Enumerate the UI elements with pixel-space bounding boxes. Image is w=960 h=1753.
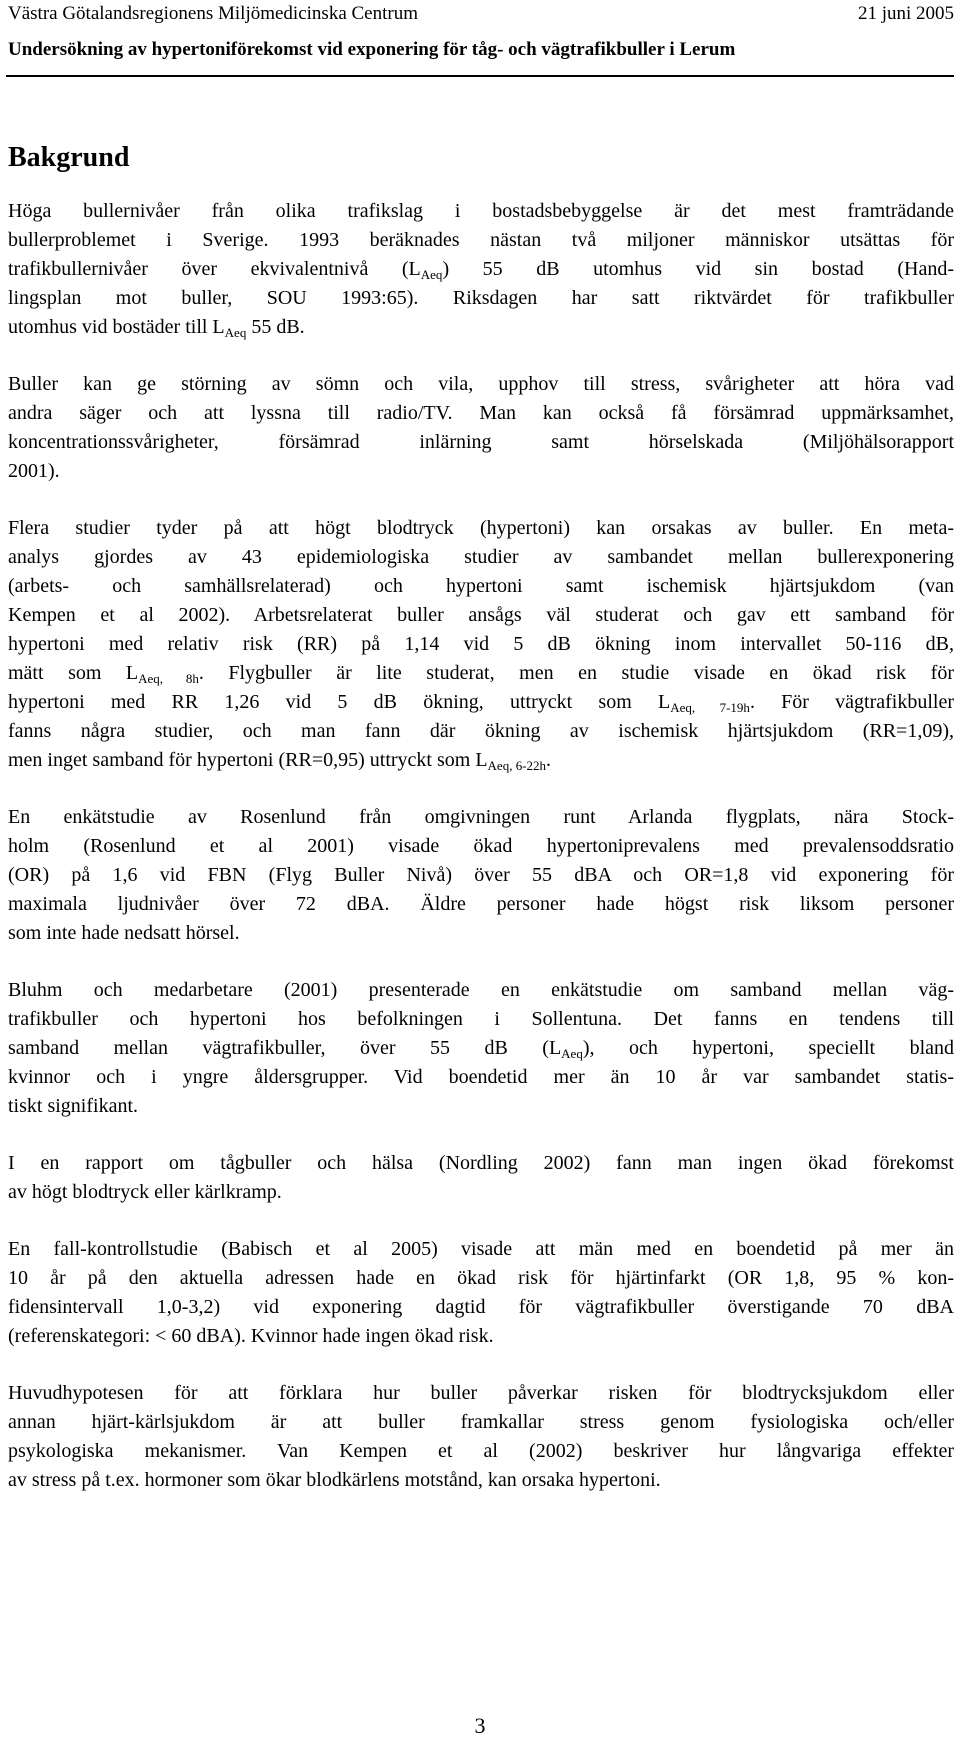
text-segment: 55 dB. xyxy=(246,316,305,338)
text-segment: Flera studier tyder på att högt blodtryck (hypertoni) kan orsakas av buller. En meta- xyxy=(8,517,954,539)
header-organization: Västra Götalandsregionens Miljömedicinska Centrum xyxy=(8,3,418,24)
section-heading: Bakgrund xyxy=(8,142,130,173)
text-segment: 2001). xyxy=(8,460,60,482)
text-segment: trafikbullernivåer över ekvivalentnivå (L xyxy=(8,258,421,280)
text-segment: ) 55 dB utomhus vid sin bostad (Hand- xyxy=(442,258,954,280)
paragraph-line xyxy=(8,1293,954,1322)
text-segment: Huvudhypotesen för att förklara hur buller påverkar risken för blodtrycksjukdom eller xyxy=(8,1382,954,1404)
body-paragraph xyxy=(8,1235,954,1351)
text-segment: tiskt signifikant. xyxy=(8,1095,138,1117)
text-segment: av högt blodtryck eller kärlkramp. xyxy=(8,1181,282,1203)
paragraph-list xyxy=(8,197,954,1495)
header-report-title: Undersökning av hypertoniförekomst vid exponering för tåg- och vägtrafikbuller i Lerum xyxy=(8,39,736,60)
paragraph-line xyxy=(8,688,954,717)
running-header xyxy=(8,2,954,62)
paragraph-line xyxy=(8,1466,954,1495)
text-segment: En fall-kontrollstudie (Babisch et al 2005) visade att män med en boendetid på mer än xyxy=(8,1238,954,1260)
paragraph-line xyxy=(8,284,954,313)
text-segment: trafikbuller och hypertoni hos befolkningen i Sollentuna. Det fanns en tendens till xyxy=(8,1008,954,1030)
text-segment: . För vägtrafikbuller xyxy=(749,691,955,713)
text-segment: av stress på t.ex. hormoner som ökar blodkärlens motstånd, kan orsaka hypertoni. xyxy=(8,1469,661,1491)
text-segment: men inget samband för hypertoni (RR=0,95) uttryckt som L xyxy=(8,749,488,771)
body-paragraph xyxy=(8,370,954,486)
paragraph-line xyxy=(8,976,954,1005)
paragraph-line xyxy=(8,255,954,284)
body-paragraph xyxy=(8,1149,954,1207)
paragraph-line xyxy=(8,1063,954,1092)
subscript: Aeq xyxy=(224,325,247,340)
text-segment: Bluhm och medarbetare (2001) presenterade en enkätstudie om samband mellan väg- xyxy=(8,979,954,1001)
paragraph-line xyxy=(8,572,954,601)
text-segment: Kempen et al 2002). Arbetsrelaterat buller ansågs väl studerat och gav ett samband för xyxy=(8,604,954,626)
text-segment: hypertoni med relativ risk (RR) på 1,14 vid 5 dB ökning inom intervallet 50-116 dB, xyxy=(8,633,954,655)
paragraph-line xyxy=(8,1149,954,1178)
body-paragraph xyxy=(8,1379,954,1495)
subscript: Aeq xyxy=(561,1046,583,1061)
text-segment: hypertoni med RR 1,26 vid 5 dB ökning, uttryckt som L xyxy=(8,691,671,713)
text-segment: (OR) på 1,6 vid FBN (Flyg Buller Nivå) över 55 dBA och OR=1,8 vid exponering för xyxy=(8,864,954,886)
text-segment: samband mellan vägtrafikbuller, över 55 dB (L xyxy=(8,1037,562,1059)
text-segment: Höga bullernivåer från olika trafikslag i bostadsbebyggelse är det mest framträdande xyxy=(8,200,954,222)
paragraph-line xyxy=(8,630,954,659)
paragraph-line xyxy=(8,659,954,688)
page-number: 3 xyxy=(474,1713,486,1738)
text-segment: En enkätstudie av Rosenlund från omgivningen runt Arlanda flygplats, nära Stock- xyxy=(8,806,954,828)
text-segment: mätt som L xyxy=(8,662,139,684)
paragraph-line xyxy=(8,890,954,919)
text-segment: fidensintervall 1,0-3,2) vid exponering dagtid för vägtrafikbuller överstigande 70 dBA xyxy=(8,1296,954,1318)
paragraph-line xyxy=(8,1235,954,1264)
paragraph-line xyxy=(8,428,954,457)
text-segment: kvinnor och i yngre åldersgrupper. Vid boendetid mer än 10 år var sambandet statis- xyxy=(8,1066,954,1088)
text-segment: . Flygbuller är lite studerat, men en studie visade en ökad risk för xyxy=(198,662,954,684)
text-segment: holm (Rosenlund et al 2001) visade ökad hypertoniprevalens med prevalensoddsratio xyxy=(8,835,954,857)
paragraph-line xyxy=(8,1034,954,1063)
paragraph-line xyxy=(8,370,954,399)
text-segment: andra säger och att lyssna till radio/TV. Man kan också få försämrad uppmärksamhet, xyxy=(8,402,954,424)
text-segment: fanns några studier, och man fann där ökning av ischemisk hjärtsjukdom (RR=1,09), xyxy=(8,720,954,742)
body-paragraph xyxy=(8,514,954,775)
paragraph-line xyxy=(8,919,954,948)
text-segment: ), och hypertoni, speciellt bland xyxy=(582,1037,955,1059)
subscript: Aeq xyxy=(420,267,443,282)
text-segment: 10 år på den aktuella adressen hade en ökad risk för hjärtinfarkt (OR 1,8, 95 % kon- xyxy=(8,1267,954,1289)
text-segment: koncentrationssvårigheter, försämrad inlärning samt hörselskada (Miljöhälsorapport xyxy=(8,431,954,453)
body-paragraph xyxy=(8,976,954,1121)
body-paragraph xyxy=(8,803,954,948)
header-divider xyxy=(6,75,954,77)
paragraph-line xyxy=(8,1437,954,1466)
paragraph-line xyxy=(8,313,954,342)
subscript: Aeq, 8h xyxy=(138,671,199,686)
paragraph-line xyxy=(8,832,954,861)
body-paragraph xyxy=(8,197,954,342)
text-segment: som inte hade nedsatt hörsel. xyxy=(8,922,240,944)
text-segment: lingsplan mot buller, SOU 1993:65). Riksdagen har satt riktvärdet för trafikbuller xyxy=(8,287,954,309)
text-segment: annan hjärt-kärlsjukdom är att buller framkallar stress genom fysiologiska och/eller xyxy=(8,1411,954,1433)
text-segment: Buller kan ge störning av sömn och vila, upphov till stress, svårigheter att höra vad xyxy=(8,373,954,395)
text-segment: I en rapport om tågbuller och hälsa (Nordling 2002) fann man ingen ökad förekomst xyxy=(8,1152,954,1174)
text-segment: maximala ljudnivåer över 72 dBA. Äldre personer hade högst risk liksom personer xyxy=(8,893,954,915)
text-segment: (referenskategori: < 60 dBA). Kvinnor hade ingen ökad risk. xyxy=(8,1325,494,1347)
paragraph-line xyxy=(8,226,954,255)
subscript: Aeq, 7-19h xyxy=(670,700,750,715)
paragraph-line xyxy=(8,1178,954,1207)
paragraph-line xyxy=(8,1005,954,1034)
paragraph-line xyxy=(8,1322,954,1351)
paragraph-line xyxy=(8,1379,954,1408)
paragraph-line xyxy=(8,1264,954,1293)
paragraph-line xyxy=(8,514,954,543)
paragraph-line xyxy=(8,457,954,486)
paragraph-line xyxy=(8,717,954,746)
paragraph-line xyxy=(8,601,954,630)
paragraph-line xyxy=(8,399,954,428)
subscript: Aeq, 6-22h xyxy=(487,758,547,773)
paragraph-line xyxy=(8,1408,954,1437)
paragraph-line xyxy=(8,746,954,775)
paragraph-line xyxy=(8,1092,954,1121)
header-date: 21 juni 2005 xyxy=(857,3,954,24)
text-segment: psykologiska mekanismer. Van Kempen et al (2002) beskriver hur långvariga effekter xyxy=(8,1440,954,1462)
header-top-row xyxy=(8,2,954,28)
paragraph-line xyxy=(8,543,954,572)
text-segment: utomhus vid bostäder till L xyxy=(8,316,225,338)
paragraph-line xyxy=(8,803,954,832)
text-segment: analys gjordes av 43 epidemiologiska studier av sambandet mellan bullerexponering xyxy=(8,546,954,568)
paragraph-line xyxy=(8,861,954,890)
text-segment: . xyxy=(546,749,552,771)
text-segment: (arbets- och samhällsrelaterad) och hypertoni samt ischemisk hjärtsjukdom (van xyxy=(8,575,954,597)
paragraph-line xyxy=(8,197,954,226)
text-segment: bullerproblemet i Sverige. 1993 beräknades nästan två miljoner människor utsättas för xyxy=(8,229,954,251)
document-body xyxy=(8,141,954,1523)
